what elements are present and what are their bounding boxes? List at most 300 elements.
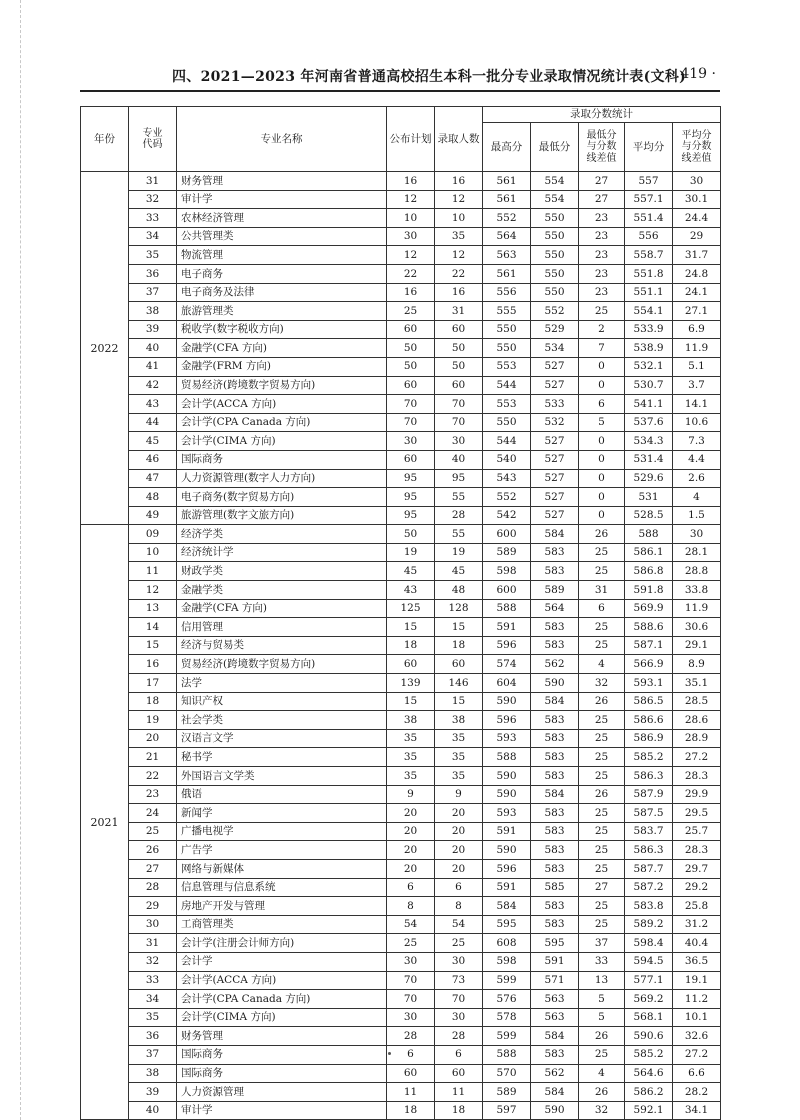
cell-name: 经济与贸易类 bbox=[177, 636, 387, 655]
table-row bbox=[81, 488, 721, 507]
cell-avg: 594.5 bbox=[625, 952, 673, 971]
cell-min: 527 bbox=[531, 376, 579, 395]
table-row bbox=[81, 320, 721, 339]
table-row bbox=[81, 915, 721, 934]
cell-code: 34 bbox=[129, 227, 177, 246]
cell-max: 540 bbox=[483, 450, 531, 469]
cell-min: 584 bbox=[531, 785, 579, 804]
cell-code: 17 bbox=[129, 674, 177, 693]
cell-plan: 70 bbox=[387, 395, 435, 414]
table-row bbox=[81, 227, 721, 246]
cell-plan: 70 bbox=[387, 413, 435, 432]
cell-min-diff: 0 bbox=[579, 469, 625, 488]
cell-admitted: 30 bbox=[435, 952, 483, 971]
cell-name: 财务管理 bbox=[177, 172, 387, 191]
cell-max: 590 bbox=[483, 785, 531, 804]
cell-avg-diff: 34.1 bbox=[673, 1101, 721, 1120]
cell-admitted: 20 bbox=[435, 804, 483, 823]
table-row bbox=[81, 190, 721, 209]
cell-avg: 587.7 bbox=[625, 859, 673, 878]
cell-name: 会计学(ACCA 方向) bbox=[177, 971, 387, 990]
cell-admitted: 128 bbox=[435, 599, 483, 618]
table-row bbox=[81, 525, 721, 544]
table-row bbox=[81, 841, 721, 860]
cell-avg-diff: 30 bbox=[673, 525, 721, 544]
cell-max: 563 bbox=[483, 246, 531, 265]
cell-code: 23 bbox=[129, 785, 177, 804]
cell-name: 外国语言文学类 bbox=[177, 767, 387, 786]
cell-name: 会计学(CPA Canada 方向) bbox=[177, 413, 387, 432]
cell-min: 563 bbox=[531, 990, 579, 1009]
cell-name: 会计学(CIMA 方向) bbox=[177, 432, 387, 451]
table-row bbox=[81, 655, 721, 674]
cell-code: 40 bbox=[129, 339, 177, 358]
cell-max: 578 bbox=[483, 1008, 531, 1027]
table-row bbox=[81, 897, 721, 916]
cell-avg: 568.1 bbox=[625, 1008, 673, 1027]
table-row bbox=[81, 859, 721, 878]
cell-name: 电子商务及法律 bbox=[177, 283, 387, 302]
cell-plan: 12 bbox=[387, 246, 435, 265]
cell-admitted: 35 bbox=[435, 767, 483, 786]
cell-min-diff: 7 bbox=[579, 339, 625, 358]
table-row bbox=[81, 302, 721, 321]
cell-min: 583 bbox=[531, 636, 579, 655]
cell-max: 599 bbox=[483, 1027, 531, 1046]
table-row bbox=[81, 376, 721, 395]
cell-max: 608 bbox=[483, 934, 531, 953]
cell-avg: 586.6 bbox=[625, 711, 673, 730]
cell-plan: 16 bbox=[387, 283, 435, 302]
cell-min-diff: 0 bbox=[579, 506, 625, 525]
cell-min-diff: 6 bbox=[579, 395, 625, 414]
table-row bbox=[81, 711, 721, 730]
cell-avg: 529.6 bbox=[625, 469, 673, 488]
cell-avg-diff: 27.2 bbox=[673, 1045, 721, 1064]
table-row bbox=[81, 395, 721, 414]
cell-name: 财政学类 bbox=[177, 562, 387, 581]
cell-min: 527 bbox=[531, 488, 579, 507]
cell-avg-diff: 31.2 bbox=[673, 915, 721, 934]
cell-avg: 593.1 bbox=[625, 674, 673, 693]
cell-admitted: 8 bbox=[435, 897, 483, 916]
cell-avg-diff: 28.3 bbox=[673, 841, 721, 860]
cell-avg: 586.3 bbox=[625, 767, 673, 786]
cell-avg-diff: 30 bbox=[673, 172, 721, 191]
cell-avg: 531.4 bbox=[625, 450, 673, 469]
cell-avg-diff: 35.1 bbox=[673, 674, 721, 693]
cell-code: 15 bbox=[129, 636, 177, 655]
cell-avg-diff: 29.5 bbox=[673, 804, 721, 823]
cell-code: 32 bbox=[129, 190, 177, 209]
cell-min-diff: 25 bbox=[579, 897, 625, 916]
cell-max: 591 bbox=[483, 822, 531, 841]
cell-admitted: 50 bbox=[435, 339, 483, 358]
cell-code: 33 bbox=[129, 971, 177, 990]
cell-admitted: 70 bbox=[435, 990, 483, 1009]
cell-plan: 20 bbox=[387, 804, 435, 823]
table-row bbox=[81, 785, 721, 804]
cell-min-diff: 27 bbox=[579, 878, 625, 897]
cell-max: 552 bbox=[483, 488, 531, 507]
cell-min-diff: 4 bbox=[579, 1064, 625, 1083]
table-row bbox=[81, 971, 721, 990]
cell-code: 22 bbox=[129, 767, 177, 786]
cell-admitted: 28 bbox=[435, 506, 483, 525]
cell-plan: 28 bbox=[387, 1027, 435, 1046]
cell-plan: 20 bbox=[387, 859, 435, 878]
cell-min: 583 bbox=[531, 543, 579, 562]
cell-max: 544 bbox=[483, 376, 531, 395]
cell-min: 584 bbox=[531, 1027, 579, 1046]
table-row bbox=[81, 469, 721, 488]
cell-admitted: 30 bbox=[435, 1008, 483, 1027]
cell-name: 旅游管理(数字文旅方向) bbox=[177, 506, 387, 525]
table-row bbox=[81, 432, 721, 451]
cell-plan: 30 bbox=[387, 432, 435, 451]
cell-max: 590 bbox=[483, 767, 531, 786]
cell-max: 593 bbox=[483, 804, 531, 823]
cell-admitted: 55 bbox=[435, 525, 483, 544]
cell-min: 550 bbox=[531, 227, 579, 246]
cell-avg-diff: 24.4 bbox=[673, 209, 721, 228]
cell-plan: 25 bbox=[387, 934, 435, 953]
cell-min-diff: 23 bbox=[579, 264, 625, 283]
cell-admitted: 35 bbox=[435, 729, 483, 748]
cell-plan: 139 bbox=[387, 674, 435, 693]
cell-max: 576 bbox=[483, 990, 531, 1009]
cell-name: 人力资源管理 bbox=[177, 1083, 387, 1102]
cell-admitted: 70 bbox=[435, 395, 483, 414]
cell-min-diff: 23 bbox=[579, 209, 625, 228]
page-number: · 419 · bbox=[671, 66, 716, 82]
col-header-name: 专业名称 bbox=[177, 107, 387, 172]
cell-avg-diff: 29 bbox=[673, 227, 721, 246]
table-row bbox=[81, 1101, 721, 1120]
cell-min: 533 bbox=[531, 395, 579, 414]
cell-min: 527 bbox=[531, 469, 579, 488]
cell-code: 16 bbox=[129, 655, 177, 674]
cell-avg-diff: 11.2 bbox=[673, 990, 721, 1009]
cell-min-diff: 0 bbox=[579, 488, 625, 507]
cell-name: 社会学类 bbox=[177, 711, 387, 730]
cell-max: 591 bbox=[483, 618, 531, 637]
cell-min-diff: 0 bbox=[579, 432, 625, 451]
cell-min: 584 bbox=[531, 692, 579, 711]
cell-plan: 50 bbox=[387, 339, 435, 358]
table-row bbox=[81, 1045, 721, 1064]
cell-max: 553 bbox=[483, 357, 531, 376]
cell-plan: 30 bbox=[387, 952, 435, 971]
cell-min: 550 bbox=[531, 283, 579, 302]
cell-plan: 43 bbox=[387, 581, 435, 600]
table-header bbox=[81, 107, 721, 172]
table-row bbox=[81, 283, 721, 302]
cell-min-diff: 25 bbox=[579, 618, 625, 637]
cell-min-diff: 27 bbox=[579, 172, 625, 191]
cell-admitted: 45 bbox=[435, 562, 483, 581]
cell-avg-diff: 27.2 bbox=[673, 748, 721, 767]
cell-name: 汉语言文学 bbox=[177, 729, 387, 748]
table-row bbox=[81, 878, 721, 897]
cell-admitted: 20 bbox=[435, 859, 483, 878]
cell-plan: 95 bbox=[387, 488, 435, 507]
cell-name: 会计学(ACCA 方向) bbox=[177, 395, 387, 414]
cell-avg-diff: 19.1 bbox=[673, 971, 721, 990]
cell-admitted: 35 bbox=[435, 227, 483, 246]
cell-admitted: 70 bbox=[435, 413, 483, 432]
cell-plan: 8 bbox=[387, 897, 435, 916]
cell-avg: 528.5 bbox=[625, 506, 673, 525]
cell-avg-diff: 14.1 bbox=[673, 395, 721, 414]
cell-code: 43 bbox=[129, 395, 177, 414]
cell-admitted: 11 bbox=[435, 1083, 483, 1102]
table-row bbox=[81, 172, 721, 191]
cell-code: 38 bbox=[129, 1064, 177, 1083]
cell-max: 589 bbox=[483, 1083, 531, 1102]
cell-min-diff: 5 bbox=[579, 1008, 625, 1027]
cell-min-diff: 23 bbox=[579, 283, 625, 302]
cell-avg-diff: 28.1 bbox=[673, 543, 721, 562]
cell-plan: 125 bbox=[387, 599, 435, 618]
cell-min-diff: 25 bbox=[579, 841, 625, 860]
cell-avg-diff: 6.6 bbox=[673, 1064, 721, 1083]
cell-min: 590 bbox=[531, 1101, 579, 1120]
cell-code: 39 bbox=[129, 320, 177, 339]
cell-min-diff: 33 bbox=[579, 952, 625, 971]
cell-name: 经济统计学 bbox=[177, 543, 387, 562]
cell-admitted: 18 bbox=[435, 636, 483, 655]
cell-avg: 586.2 bbox=[625, 1083, 673, 1102]
cell-min-diff: 26 bbox=[579, 1027, 625, 1046]
cell-min: 527 bbox=[531, 450, 579, 469]
cell-plan: 6 bbox=[387, 1045, 435, 1064]
cell-admitted: 20 bbox=[435, 841, 483, 860]
cell-min-diff: 25 bbox=[579, 562, 625, 581]
table-row bbox=[81, 804, 721, 823]
cell-name: 旅游管理类 bbox=[177, 302, 387, 321]
cell-admitted: 55 bbox=[435, 488, 483, 507]
cell-min-diff: 25 bbox=[579, 543, 625, 562]
cell-admitted: 30 bbox=[435, 432, 483, 451]
cell-min: 550 bbox=[531, 264, 579, 283]
cell-min-diff: 6 bbox=[579, 599, 625, 618]
cell-avg: 566.9 bbox=[625, 655, 673, 674]
cell-min: 583 bbox=[531, 804, 579, 823]
cell-max: 590 bbox=[483, 841, 531, 860]
cell-avg: 585.2 bbox=[625, 748, 673, 767]
cell-min: 589 bbox=[531, 581, 579, 600]
cell-plan: 60 bbox=[387, 376, 435, 395]
cell-code: 26 bbox=[129, 841, 177, 860]
cell-avg: 564.6 bbox=[625, 1064, 673, 1083]
cell-name: 国际商务 bbox=[177, 1045, 387, 1064]
cell-avg-diff: 29.2 bbox=[673, 878, 721, 897]
cell-max: 550 bbox=[483, 339, 531, 358]
cell-min-diff: 25 bbox=[579, 1045, 625, 1064]
cell-min: 585 bbox=[531, 878, 579, 897]
cell-avg-diff: 5.1 bbox=[673, 357, 721, 376]
cell-min: 550 bbox=[531, 209, 579, 228]
cell-avg-diff: 25.8 bbox=[673, 897, 721, 916]
cell-min-diff: 25 bbox=[579, 636, 625, 655]
cell-admitted: 146 bbox=[435, 674, 483, 693]
cell-code: 36 bbox=[129, 1027, 177, 1046]
cell-code: 37 bbox=[129, 283, 177, 302]
cell-code: 37 bbox=[129, 1045, 177, 1064]
cell-avg-diff: 25.7 bbox=[673, 822, 721, 841]
cell-name: 信用管理 bbox=[177, 618, 387, 637]
cell-admitted: 9 bbox=[435, 785, 483, 804]
cell-avg: 587.9 bbox=[625, 785, 673, 804]
cell-code: 35 bbox=[129, 1008, 177, 1027]
cell-max: 591 bbox=[483, 878, 531, 897]
cell-min: 583 bbox=[531, 1045, 579, 1064]
cell-max: 550 bbox=[483, 413, 531, 432]
cell-admitted: 15 bbox=[435, 618, 483, 637]
cell-min-diff: 13 bbox=[579, 971, 625, 990]
cell-avg-diff: 29.1 bbox=[673, 636, 721, 655]
cell-min: 563 bbox=[531, 1008, 579, 1027]
col-header-code: 专业 代码 bbox=[129, 107, 177, 172]
cell-min: 552 bbox=[531, 302, 579, 321]
col-header-plan: 公布计划 bbox=[387, 107, 435, 172]
cell-plan: 20 bbox=[387, 841, 435, 860]
cell-min-diff: 23 bbox=[579, 246, 625, 265]
cell-max: 588 bbox=[483, 1045, 531, 1064]
cell-name: 财务管理 bbox=[177, 1027, 387, 1046]
cell-min: 583 bbox=[531, 729, 579, 748]
cell-plan: 15 bbox=[387, 692, 435, 711]
cell-name: 秘书学 bbox=[177, 748, 387, 767]
cell-plan: 18 bbox=[387, 636, 435, 655]
binding-margin-line bbox=[20, 0, 21, 1120]
cell-plan: 35 bbox=[387, 748, 435, 767]
cell-avg: 577.1 bbox=[625, 971, 673, 990]
cell-avg: 587.5 bbox=[625, 804, 673, 823]
cell-avg: 585.2 bbox=[625, 1045, 673, 1064]
cell-avg-diff: 28.8 bbox=[673, 562, 721, 581]
cell-name: 会计学(CIMA 方向) bbox=[177, 1008, 387, 1027]
table-row bbox=[81, 246, 721, 265]
cell-avg: 554.1 bbox=[625, 302, 673, 321]
cell-min: 534 bbox=[531, 339, 579, 358]
year-cell: 2022 bbox=[81, 172, 129, 525]
cell-code: 42 bbox=[129, 376, 177, 395]
cell-max: 596 bbox=[483, 636, 531, 655]
cell-max: 588 bbox=[483, 599, 531, 618]
cell-avg-diff: 29.7 bbox=[673, 859, 721, 878]
cell-code: 11 bbox=[129, 562, 177, 581]
cell-code: 21 bbox=[129, 748, 177, 767]
cell-code: 48 bbox=[129, 488, 177, 507]
cell-avg-diff: 28.9 bbox=[673, 729, 721, 748]
header-rule bbox=[80, 90, 720, 92]
cell-code: 33 bbox=[129, 209, 177, 228]
cell-min: 583 bbox=[531, 915, 579, 934]
cell-admitted: 22 bbox=[435, 264, 483, 283]
cell-max: 593 bbox=[483, 729, 531, 748]
cell-min: 591 bbox=[531, 952, 579, 971]
cell-admitted: 54 bbox=[435, 915, 483, 934]
year-cell: 2021 bbox=[81, 525, 129, 1120]
cell-admitted: 95 bbox=[435, 469, 483, 488]
cell-max: 556 bbox=[483, 283, 531, 302]
cell-min-diff: 25 bbox=[579, 804, 625, 823]
cell-avg: 586.3 bbox=[625, 841, 673, 860]
cell-name: 税收学(数字税收方向) bbox=[177, 320, 387, 339]
cell-avg: 537.6 bbox=[625, 413, 673, 432]
cell-avg: 587.1 bbox=[625, 636, 673, 655]
cell-min: 583 bbox=[531, 859, 579, 878]
cell-max: 590 bbox=[483, 692, 531, 711]
cell-code: 31 bbox=[129, 934, 177, 953]
cell-name: 国际商务 bbox=[177, 1064, 387, 1083]
table-row bbox=[81, 599, 721, 618]
cell-avg-diff: 4.4 bbox=[673, 450, 721, 469]
cell-max: 600 bbox=[483, 581, 531, 600]
table-row bbox=[81, 692, 721, 711]
cell-code: 46 bbox=[129, 450, 177, 469]
cell-name: 会计学(CPA Canada 方向) bbox=[177, 990, 387, 1009]
cell-code: 30 bbox=[129, 915, 177, 934]
cell-name: 物流管理 bbox=[177, 246, 387, 265]
cell-avg-diff: 27.1 bbox=[673, 302, 721, 321]
cell-plan: 10 bbox=[387, 209, 435, 228]
cell-min: 584 bbox=[531, 525, 579, 544]
cell-name: 农林经济管理 bbox=[177, 209, 387, 228]
cell-max: 597 bbox=[483, 1101, 531, 1120]
cell-min: 550 bbox=[531, 246, 579, 265]
cell-avg-diff: 8.9 bbox=[673, 655, 721, 674]
cell-avg: 533.9 bbox=[625, 320, 673, 339]
cell-plan: 70 bbox=[387, 990, 435, 1009]
cell-plan: 60 bbox=[387, 320, 435, 339]
table-row bbox=[81, 674, 721, 693]
cell-name: 审计学 bbox=[177, 190, 387, 209]
cell-plan: 15 bbox=[387, 618, 435, 637]
table-row bbox=[81, 618, 721, 637]
cell-avg: 586.8 bbox=[625, 562, 673, 581]
cell-min: 564 bbox=[531, 599, 579, 618]
table-row bbox=[81, 581, 721, 600]
table-row bbox=[81, 562, 721, 581]
page-header bbox=[80, 62, 720, 86]
cell-min-diff: 25 bbox=[579, 729, 625, 748]
cell-code: 38 bbox=[129, 302, 177, 321]
cell-name: 电子商务(数字贸易方向) bbox=[177, 488, 387, 507]
cell-avg: 557.1 bbox=[625, 190, 673, 209]
cell-avg: 587.2 bbox=[625, 878, 673, 897]
cell-plan: 16 bbox=[387, 172, 435, 191]
cell-code: 44 bbox=[129, 413, 177, 432]
cell-code: 09 bbox=[129, 525, 177, 544]
cell-avg: 590.6 bbox=[625, 1027, 673, 1046]
cell-avg-diff: 3.7 bbox=[673, 376, 721, 395]
cell-min-diff: 25 bbox=[579, 711, 625, 730]
cell-min: 527 bbox=[531, 432, 579, 451]
cell-avg: 551.1 bbox=[625, 283, 673, 302]
cell-max: 553 bbox=[483, 395, 531, 414]
cell-name: 公共管理类 bbox=[177, 227, 387, 246]
cell-admitted: 60 bbox=[435, 320, 483, 339]
cell-avg-diff: 11.9 bbox=[673, 339, 721, 358]
cell-name: 新闻学 bbox=[177, 804, 387, 823]
cell-plan: 6 bbox=[387, 878, 435, 897]
cell-avg-diff: 11.9 bbox=[673, 599, 721, 618]
cell-avg: 532.1 bbox=[625, 357, 673, 376]
table-row bbox=[81, 413, 721, 432]
